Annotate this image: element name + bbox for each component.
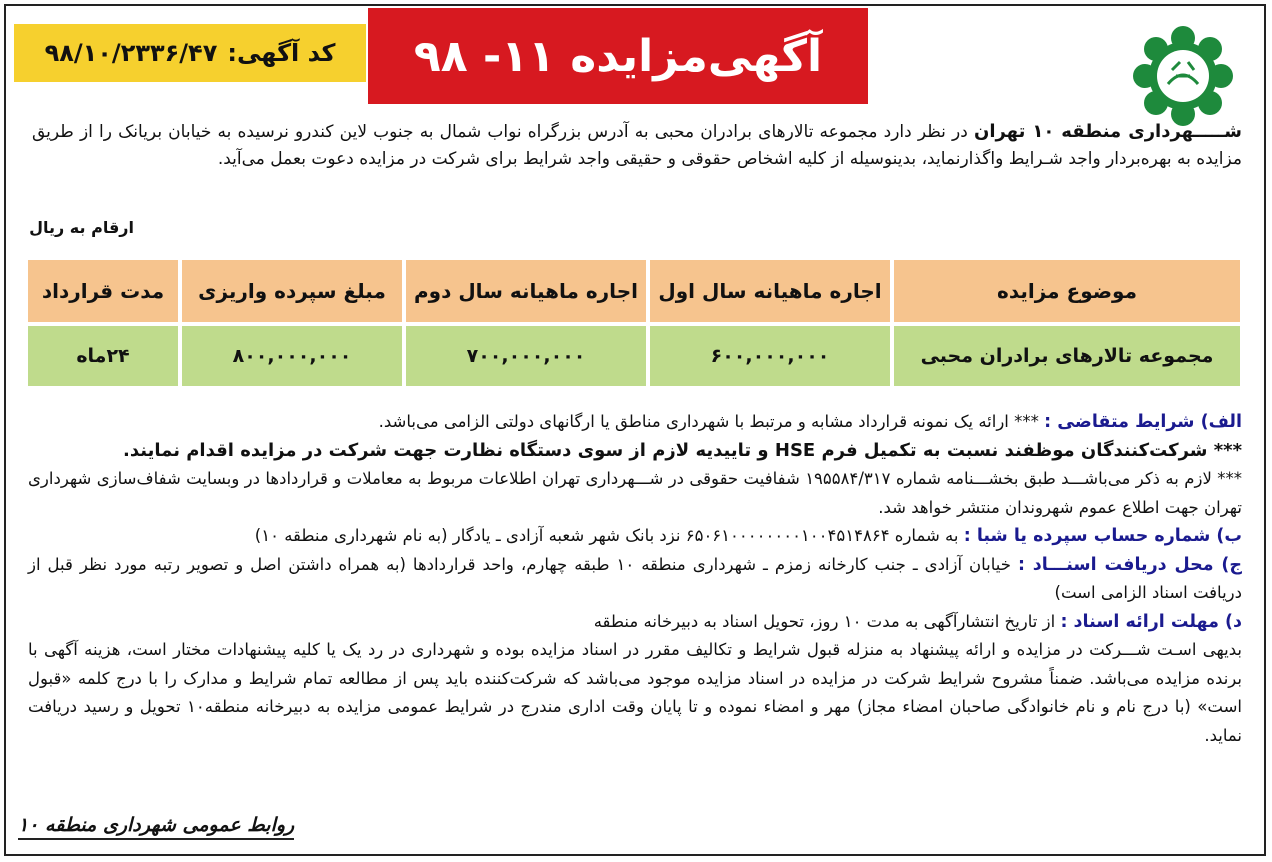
cell-rent-year2: ۷۰۰,۰۰۰,۰۰۰ <box>406 326 646 386</box>
header-rent-year1: اجاره ماهیانه سال اول <box>650 260 890 322</box>
header-deposit: مبلغ سپرده واریزی <box>182 260 402 322</box>
condition-c-label: ج) محل دریافت اسنـــاد : <box>1017 554 1242 575</box>
condition-b-text: به شماره ۶۵۰۶۱۰۰۰۰۰۰۰۰۱۰۰۴۵۱۴۸۶۴ نزد بانک شهر شعبه آزادی ـ یادگار (به نام شهرداری منطقه ۱۰) <box>254 526 964 545</box>
auction-table <box>24 256 1244 390</box>
intro-lead: شـــــهرداری منطقه ۱۰ تهران <box>973 121 1243 142</box>
table-header-row <box>28 260 1240 322</box>
cell-deposit: ۸۰۰,۰۰۰,۰۰۰ <box>182 326 402 386</box>
condition-c <box>28 551 1242 608</box>
header-rent-year2: اجاره ماهیانه سال دوم <box>406 260 646 322</box>
closing-paragraph: بدیهی اسـت شـــرکت در مزایده و ارائه پیشنهاد به منزله قبول شرایط و تکالیف مقرر در اسناد مزایده بوده و شهرداری در رد یک یا کلیه پیشنهادات مختار است، هزینه آگهی با برنده مزایده می‌باشد. ضمناً مشروح شرایط شرکت در مزایده در اسناد مزایده موجود می‌باشد که شرکت‌کننده باید پس از مطالعه تمام شرایط و مدارک را با درج کلمه «قبول است» (با درج نام و نام خانوادگی صاحبان امضاء مجاز) مهر و امضاء نموده و تا پایان وقت اداری مندرج در شرایط عمومی مزایده به دبیرخانه منطقه۱۰ تحویل و رسید دریافت نماید. <box>28 640 1242 745</box>
header-subject: موضوع مزایده <box>894 260 1240 322</box>
notice-title: آگهی‌مزایده ۱۱- ۹۸ <box>368 8 868 104</box>
condition-a-text: *** ارائه یک نمونه قرارداد مشابه و مرتبط با شهرداری مناطق یا ارگانهای دولتی الزامی می‌باشد. <box>378 412 1045 431</box>
condition-b-label: ب) شماره حساب سپرده یا شبا : <box>963 526 1242 546</box>
currency-note: ارقام به ریال <box>29 218 134 237</box>
intro-text: در نظر دارد مجموعه تالارهای برادران محبی به آدرس بزرگراه نواب شمال به جنوب لاین کندرو نرسیده به خیابان بریانک را از طریق مزایده به بهره‌بردار واجد شـرایط واگذارنماید، بدینوسیله از کلیه اشخاص حقوقی و حقیقی واجد شرایط برای شرکت در مزایده دعوت بعمل می‌آید. <box>32 122 1242 169</box>
condition-c-text: خیابان آزادی ـ جنب کارخانه زمزم ـ شهرداری منطقه ۱۰ طبقه چهارم، واحد قراردادها (به همراه داشتن اصل و تصویر رتبه مورد نظر قبل از دریافت اسناد الزامی است) <box>28 554 1242 602</box>
notice-code <box>14 24 366 82</box>
condition-a-bold: *** شرکت‌کنندگان موظفند نسبت به تکمیل فرم HSE و تاییدیه لازم از سوی دستگاه نظارت جهت شرکت در مزایده اقدام نمایند. <box>123 439 1242 461</box>
footer-signature: روابط عمومی شهرداری منطقه ۱۰ <box>18 814 294 840</box>
table-row <box>28 326 1240 386</box>
cell-rent-year1: ۶۰۰,۰۰۰,۰۰۰ <box>650 326 890 386</box>
condition-a <box>28 408 1242 437</box>
condition-d-label: د) مهلت ارائه اسناد : <box>1060 611 1242 632</box>
cell-subject: مجموعه تالارهای برادران محبی <box>894 326 1240 386</box>
condition-a-label: الف) شرایط متقاضی : <box>1044 412 1242 432</box>
header-duration: مدت قرارداد <box>28 260 178 322</box>
cell-duration: ۲۴ماه <box>28 326 178 386</box>
municipality-logo <box>1128 26 1238 126</box>
notice-code-value: ۹۸/۱۰/۲۳۳۶/۴۷ <box>44 39 218 67</box>
condition-d <box>28 608 1242 637</box>
conditions-section <box>28 408 1242 750</box>
condition-a-note: *** لازم به ذکر می‌باشـــد طبق بخشـــنامه شماره ۱۹۵۵۸۴/۳۱۷ شفافیت حقوقی در شـــهرداری تهران اطلاعات مربوط به معاملات و قراردادها در وبسایت شفاف‌سازی شهرداری تهران جهت اطلاع عموم شهروندان منتشر خواهد شد. <box>28 469 1243 517</box>
tehran-municipality-logo-icon <box>1128 26 1238 126</box>
intro-paragraph <box>32 118 1242 173</box>
condition-b <box>28 522 1242 551</box>
condition-d-text: از تاریخ انتشارآگهی به مدت ۱۰ روز، تحویل اسناد به دبیرخانه منطقه <box>593 611 1061 631</box>
notice-code-label: کد آگهی: <box>227 39 336 67</box>
